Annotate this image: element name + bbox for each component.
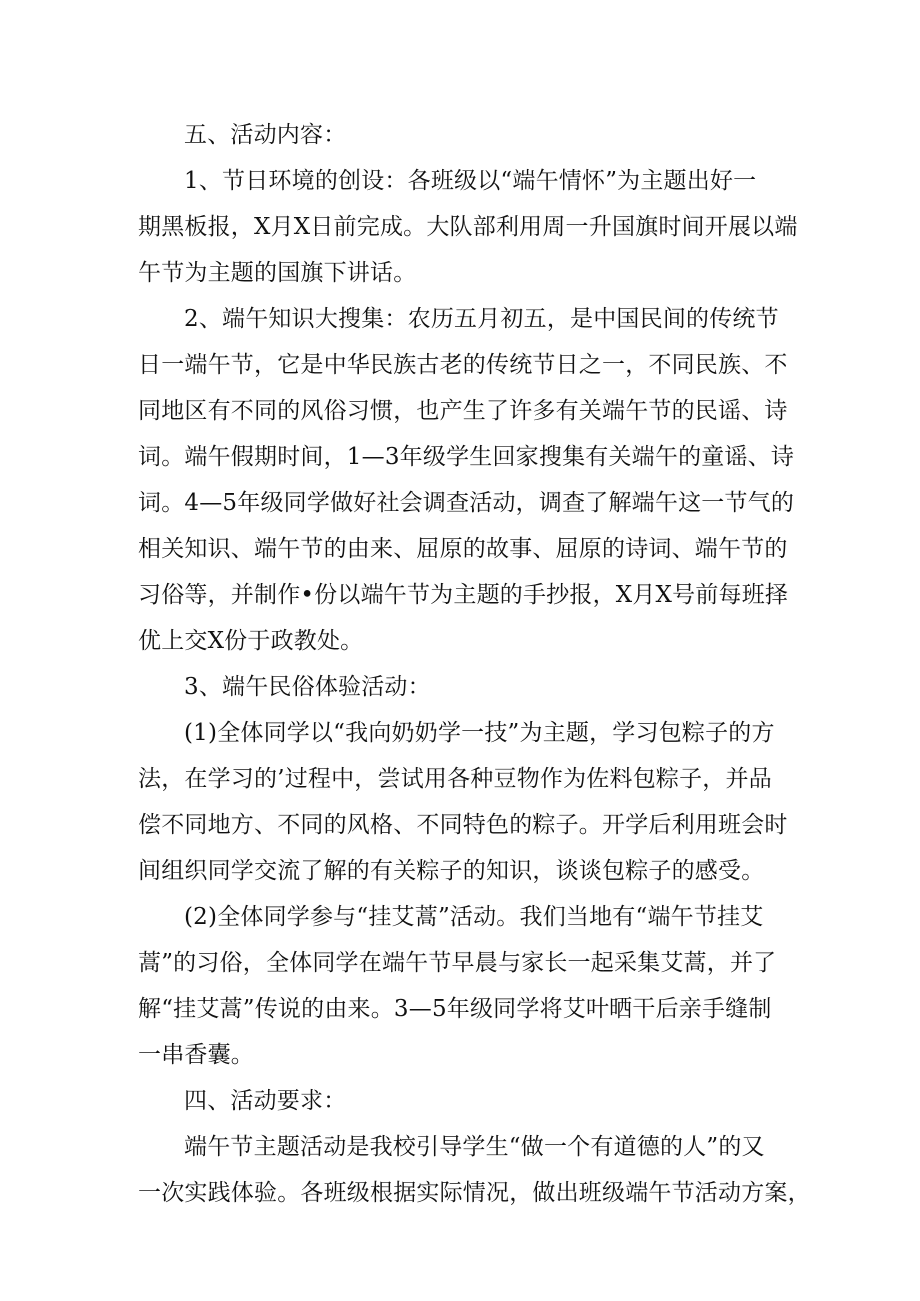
text-line: 1、节日环境的创设：各班级以“端午情怀”为主题出好一 bbox=[184, 168, 757, 194]
subheading-folk-custom-activity: 3、端午民俗体验活动： bbox=[184, 674, 431, 700]
text-line: 2、端午知识大搜集：农历五月初五，是中国民间的传统节 bbox=[184, 306, 779, 332]
text-line: 端午节主题活动是我校引导学生“做一个有道德的人”的又 bbox=[184, 1134, 765, 1160]
text-line: 日一端午节，它是中华民族古老的传统节日之一，不同民族、不 bbox=[138, 352, 788, 378]
text-line: 午节为主题的国旗下讲话。 bbox=[138, 260, 417, 286]
text-line: 优上交X份于政教处。 bbox=[138, 628, 364, 654]
section-heading-activity-requirements: 四、活动要求： bbox=[184, 1088, 347, 1114]
paragraph-mugwort-activity bbox=[138, 894, 788, 1078]
paragraph-environment-setup bbox=[138, 158, 798, 296]
text-line: 习俗等，并制作•份以端午节为主题的手抄报，X月X号前每班择 bbox=[138, 582, 789, 608]
text-line: (2)全体同学参与“挂艾蒿”活动。我们当地有“端午节挂艾 bbox=[184, 904, 764, 930]
text-line: 解“挂艾蒿”传说的由来。3—5年级同学将艾叶晒干后亲手缝制 bbox=[138, 996, 772, 1022]
paragraph-requirements bbox=[138, 1124, 811, 1216]
text-line: 同地区有不同的风俗习惯，也产生了许多有关端午节的民谣、诗 bbox=[138, 398, 788, 424]
paragraph-knowledge-collection bbox=[138, 296, 795, 664]
text-line: 蒿”的习俗，全体同学在端午节早晨与家长一起采集艾蒿，并了 bbox=[138, 950, 777, 976]
text-line: 词。端午假期时间，1—3年级学生回家搜集有关端午的童谣、诗 bbox=[138, 444, 795, 470]
paragraph-zongzi-learning bbox=[138, 710, 788, 894]
text-line: 一次实践体验。各班级根据实际情况，做出班级端午节活动方案， bbox=[138, 1180, 811, 1206]
text-line: (1)全体同学以“我向奶奶学一技”为主题，学习包粽子的方 bbox=[184, 720, 775, 746]
document-body bbox=[138, 112, 811, 1216]
text-line: 词。4—5年级同学做好社会调查活动，调查了解端午这一节气的 bbox=[138, 490, 795, 516]
text-line: 间组织同学交流了解的有关粽子的知识，谈谈包粽子的感受。 bbox=[138, 858, 765, 884]
text-line: 一串香囊。 bbox=[138, 1042, 254, 1068]
text-line: 期黑板报，X月X日前完成。大队部利用周一升国旗时间开展以端 bbox=[138, 214, 798, 240]
text-line: 法，在学习的’过程中，尝试用各种豆物作为佐料包粽子，并品 bbox=[138, 766, 772, 792]
text-line: 偿不同地方、不同的风格、不同特色的粽子。开学后利用班会时 bbox=[138, 812, 788, 838]
text-line: 相关知识、端午节的由来、屈原的故事、屈原的诗词、端午节的 bbox=[138, 536, 788, 562]
section-heading-activity-content: 五、活动内容： bbox=[184, 122, 347, 148]
